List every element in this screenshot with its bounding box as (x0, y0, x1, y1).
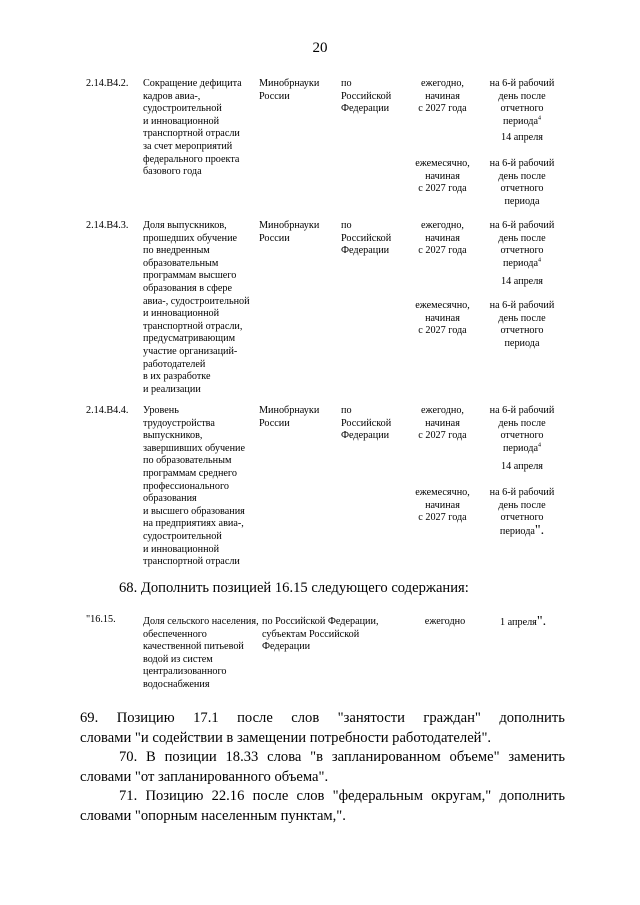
word: "в (310, 749, 324, 765)
word: граждан" (423, 710, 481, 726)
item-70-line1 (119, 747, 565, 767)
text-line: водоснабжения (143, 678, 210, 690)
text-line: кадров авиа-, (143, 90, 201, 102)
text-line: по Российской Федерации, (262, 616, 379, 627)
text-line: по (341, 220, 352, 231)
item-69-line1 (80, 708, 565, 728)
word: "федеральным (332, 788, 423, 804)
text-line: день после (498, 90, 546, 102)
text-line: за счет мероприятий (143, 140, 233, 152)
text-line: на 6-й рабочий (489, 78, 555, 89)
row-frequency-annual (405, 220, 480, 258)
text-line: Российской (341, 417, 392, 429)
row-deadline-date: 14 апреля (501, 461, 543, 472)
word: после (237, 710, 273, 726)
text-line: день после (498, 312, 546, 324)
text-line: день после (498, 499, 546, 511)
text-line: образовательным (143, 257, 219, 269)
word: 17.1 (193, 710, 219, 726)
word: 70. (119, 749, 138, 765)
text-line: начиная (425, 499, 460, 511)
text-line: образования (143, 493, 197, 505)
text-line: ежемесячно, (415, 158, 470, 169)
text-line: образования в сфере (143, 282, 233, 294)
text-line: отчетного (500, 183, 544, 195)
text-line: базового года (143, 166, 202, 178)
text-line: трудоустройства (143, 417, 215, 429)
word: 18.33 (225, 749, 259, 765)
text-line: транспортной отрасли (143, 128, 240, 140)
row-level (341, 220, 391, 258)
text-line: профессионального (143, 480, 229, 492)
row-agency (259, 405, 319, 430)
text-line: с 2027 года (418, 325, 467, 337)
row-code: 2.14.В4.4. (86, 405, 129, 416)
text-line: и инновационной (143, 115, 220, 127)
text-line: на 6-й рабочий (489, 300, 555, 311)
word: заменить (508, 749, 565, 765)
word: объеме" (449, 749, 500, 765)
text-line: с 2027 года (418, 512, 467, 524)
text-line: выпускников, (143, 430, 203, 442)
text-line: день после (498, 170, 546, 182)
text-line: Федерации (341, 103, 390, 115)
text-line: и реализации (143, 383, 201, 395)
text-line: Федерации (341, 430, 390, 442)
word: дополнить (499, 788, 565, 804)
text-line: с 2027 года (418, 103, 467, 115)
row-frequency-monthly (405, 487, 480, 525)
row-frequency-monthly (405, 300, 480, 338)
text-line: отчетного (500, 245, 544, 257)
text-line: судостроительной (143, 530, 222, 542)
text-line: отчетного (500, 103, 544, 115)
text-line: по образовательным (143, 455, 232, 467)
text-line: программам среднего (143, 467, 237, 479)
text-line: участие организаций- (143, 345, 238, 357)
text-line: с 2027 года (418, 430, 467, 442)
word: 69. (80, 710, 99, 726)
text-line: по (341, 405, 352, 416)
word: округам," (431, 788, 492, 804)
word: позиции (164, 749, 217, 765)
text-line: Минобрнауки (259, 405, 320, 416)
text-line: завершивших обучение (143, 442, 246, 454)
row-deadline: 1 апреля". (500, 614, 547, 629)
text-line: транспортной отрасли (143, 556, 240, 568)
text-line: субъектам Российской (262, 628, 360, 640)
row-deadline-monthly: на 6-й рабочий день после отчетного периода". (489, 487, 555, 538)
text-line: России (259, 417, 290, 429)
item-71-line2: словами "опорным населенным пунктам,". (80, 808, 346, 824)
text-line: Федерации (262, 641, 311, 653)
text-line: день после (498, 232, 546, 244)
row-frequency-annual (405, 405, 480, 443)
word: дополнить (499, 710, 565, 726)
item-71-line1 (119, 786, 565, 806)
text-line: Минобрнауки (259, 220, 320, 231)
text-line: с 2027 года (418, 245, 467, 257)
text-line: ежемесячно, (415, 487, 470, 498)
row-frequency-annual (405, 78, 480, 116)
word: Позицию (145, 788, 204, 804)
row-deadline-annual: на 6-й рабочий день после отчетного периода$^4$ (489, 78, 555, 127)
row-frequency: ежегодно (424, 616, 466, 627)
text-line: и высшего образования (143, 505, 245, 517)
text-line: водой из систем (143, 653, 213, 665)
row-deadline-date: 14 апреля (501, 132, 543, 143)
text-line: периода (502, 115, 539, 127)
word: "занятости (337, 710, 405, 726)
text-line: работодателей (143, 358, 206, 370)
text-line: на 6-й рабочий (489, 487, 555, 498)
word: 71. (119, 788, 138, 804)
item-70-line2: словами "от запланированного объема". (80, 769, 329, 785)
text-line: Российской (341, 90, 392, 102)
text-line: периода (504, 195, 540, 207)
word: запланированном (331, 749, 441, 765)
row-code: 2.14.В4.3. (86, 220, 129, 231)
text-line: отчетного (500, 512, 544, 524)
text-line: обеспеченного (143, 628, 207, 640)
text-line: ежегодно, (421, 220, 464, 231)
row-level (341, 78, 391, 116)
row-deadline-monthly (482, 158, 562, 208)
row-agency (259, 78, 319, 103)
text-line: Уровень (143, 405, 179, 416)
text-line: Российской (341, 232, 392, 244)
text-line: Федерации (341, 245, 390, 257)
row-indicator (143, 405, 245, 569)
text-line: начиная (425, 232, 460, 244)
row-indicator (143, 78, 242, 179)
text-line: судостроительной (143, 103, 222, 115)
text-line: и инновационной (143, 543, 220, 555)
text-line: транспортной отрасли, (143, 320, 243, 332)
row-level (341, 405, 391, 443)
word: Позицию (116, 710, 175, 726)
word: слова (267, 749, 302, 765)
text-line: централизованного (143, 666, 227, 678)
row-code: 2.14.В4.2. (86, 78, 129, 89)
text-line: периода (504, 337, 540, 349)
text-line: начиная (425, 417, 460, 429)
text-line: периода (499, 525, 535, 537)
item-68: 68. Дополнить позицией 16.15 следующего содержания: (119, 580, 469, 596)
text-line: авиа-, судостроительной (143, 295, 250, 307)
text-line: предусматривающим (143, 333, 236, 345)
word: после (252, 788, 289, 804)
text-line: ежегодно, (421, 405, 464, 416)
row-code: "16.15. (86, 614, 116, 625)
row-agency (259, 220, 319, 245)
row-deadline-date: 14 апреля (501, 276, 543, 287)
text-line: отчетного (500, 325, 544, 337)
row-deadline-annual: на 6-й рабочий день после отчетного периода$^4$ (489, 220, 555, 269)
text-line: отчетного (500, 430, 544, 442)
text-line: ежемесячно, (415, 300, 470, 311)
text-line: Сокращение дефицита (143, 78, 242, 89)
text-line: на 6-й рабочий (489, 220, 555, 231)
row-level (262, 616, 379, 654)
text-line: Доля сельского населения, (143, 616, 259, 627)
text-line: периода (502, 442, 539, 454)
text-line: начиная (425, 170, 460, 182)
text-line: Доля выпускников, (143, 220, 227, 231)
page-number: 20 (312, 40, 328, 56)
row-deadline-annual: на 6-й рабочий день после отчетного периода$^4$ (489, 405, 555, 454)
item-69-line2: словами "и содействии в замещении потребности работодателей". (80, 730, 492, 746)
text-line: по внедренным (143, 245, 210, 257)
row-indicator (143, 616, 259, 692)
text-line: на 6-й рабочий (489, 158, 555, 169)
text-line: с 2027 года (418, 183, 467, 195)
text-line: России (259, 90, 290, 102)
text-line: России (259, 232, 290, 244)
text-line: на 6-й рабочий (489, 405, 555, 416)
text-line: по (341, 78, 352, 89)
word: слов (296, 788, 325, 804)
text-line: день после (498, 417, 546, 429)
text-line: в их разработке (143, 371, 211, 383)
text-line: федерального проекта (143, 153, 240, 165)
text-line: на предприятиях авиа-, (143, 518, 244, 530)
word: слов (291, 710, 320, 726)
word: В (146, 749, 156, 765)
row-deadline-monthly (482, 300, 562, 350)
text-line: программам высшего (143, 270, 237, 282)
text-line: качественной питьевой (143, 641, 244, 653)
row-indicator (143, 220, 250, 396)
word: 22.16 (211, 788, 245, 804)
text-line: периода (502, 257, 539, 269)
text-line: прошедших обучение (143, 232, 238, 244)
text-line: начиная (425, 90, 460, 102)
text-line: начиная (425, 312, 460, 324)
text-line: ежегодно, (421, 78, 464, 89)
row-frequency-monthly (405, 158, 480, 196)
text-line: Минобрнауки (259, 78, 320, 89)
text-line: и инновационной (143, 308, 220, 320)
